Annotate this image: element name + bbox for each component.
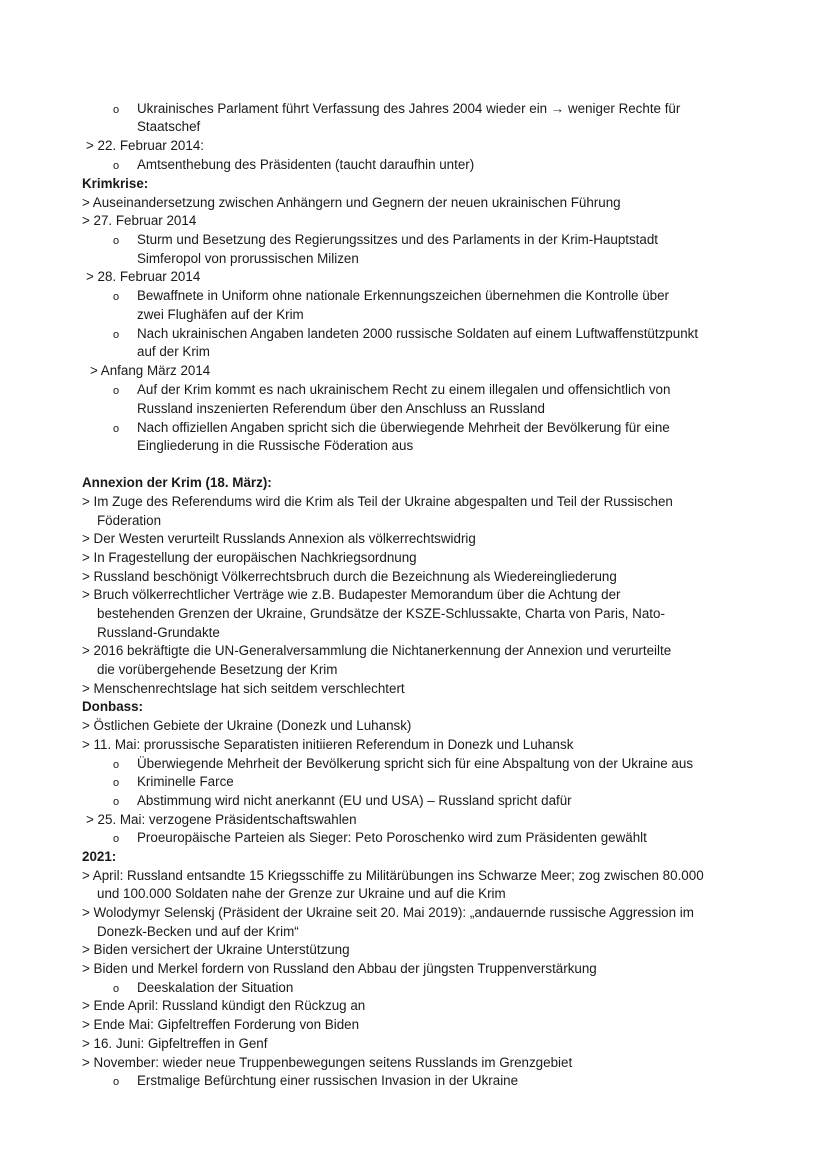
text-line: > Auseinandersetzung zwischen Anhängern und Gegnern der neuen ukrainischen Führung bbox=[82, 195, 621, 210]
text-line: Eingliederung in die Russische Föderation aus bbox=[137, 438, 414, 453]
circle-bullet-icon: o bbox=[113, 104, 120, 116]
text-line: > 22. Februar 2014: bbox=[86, 138, 204, 153]
text-line: > Biden versichert der Ukraine Unterstützung bbox=[82, 942, 350, 957]
text-line: > Wolodymyr Selenskj (Präsident der Ukraine seit 20. Mai 2019): „andauernde russische Aggression im bbox=[82, 905, 694, 920]
text-line: die vorübergehende Besetzung der Krim bbox=[97, 662, 338, 677]
text-line: Russland-Grundakte bbox=[97, 625, 220, 640]
text-line: > April: Russland entsandte 15 Kriegsschiffe zu Militärübungen ins Schwarze Meer; zog zwischen 80.000 bbox=[82, 868, 704, 883]
text-line: Amtsenthebung des Präsidenten (taucht daraufhin unter) bbox=[137, 157, 475, 172]
circle-bullet-icon: o bbox=[113, 423, 120, 435]
text-line: Simferopol von prorussischen Milizen bbox=[137, 251, 359, 266]
text-line: und 100.000 Soldaten nahe der Grenze zur Ukraine und auf die Krim bbox=[97, 886, 506, 901]
text-line: auf der Krim bbox=[137, 344, 210, 359]
text-line: Donezk-Becken und auf der Krim“ bbox=[97, 924, 299, 939]
text-line: > 16. Juni: Gipfeltreffen in Genf bbox=[82, 1036, 268, 1051]
section-heading: Annexion der Krim (18. März): bbox=[82, 475, 272, 490]
circle-bullet-icon: o bbox=[113, 235, 120, 247]
text-line: Überwiegende Mehrheit der Bevölkerung spricht sich für eine Abspaltung von der Ukraine aus bbox=[137, 756, 694, 771]
circle-bullet-icon: o bbox=[113, 291, 120, 303]
text-line: > Ende Mai: Gipfeltreffen Forderung von Biden bbox=[82, 1017, 360, 1032]
circle-bullet-icon: o bbox=[113, 1076, 120, 1088]
text-line: bestehenden Grenzen der Ukraine, Grundsätze der KSZE-Schlussakte, Charta von Paris, Nato- bbox=[97, 606, 665, 621]
text-line: > Ende April: Russland kündigt den Rückzug an bbox=[82, 998, 366, 1013]
text-line: > 27. Februar 2014 bbox=[82, 213, 197, 228]
text-line: Nach offiziellen Angaben spricht sich die überwiegende Mehrheit der Bevölkerung für eine bbox=[137, 420, 670, 435]
text-line: Ukrainisches Parlament führt Verfassung des Jahres 2004 wieder ein → weniger Rechte für bbox=[137, 101, 681, 116]
text-line: Erstmalige Befürchtung einer russischen Invasion in der Ukraine bbox=[137, 1073, 519, 1088]
text-line: Russland inszenierten Referendum über den Anschluss an Russland bbox=[137, 401, 545, 416]
section-heading: 2021: bbox=[82, 849, 117, 864]
circle-bullet-icon: o bbox=[113, 777, 120, 789]
text-line: > Im Zuge des Referendums wird die Krim als Teil der Ukraine abgespalten und Teil der Russischen bbox=[82, 494, 673, 509]
text-line: > Biden und Merkel fordern von Russland den Abbau der jüngsten Truppenverstärkung bbox=[82, 961, 597, 976]
text-line: zwei Flughäfen auf der Krim bbox=[137, 307, 304, 322]
text-line: > Anfang März 2014 bbox=[90, 363, 211, 378]
text-line: > Menschenrechtslage hat sich seitdem verschlechtert bbox=[82, 681, 405, 696]
text-line: Abstimmung wird nicht anerkannt (EU und USA) – Russland spricht dafür bbox=[137, 793, 572, 808]
text-line: > November: wieder neue Truppenbewegungen seitens Russlands im Grenzgebiet bbox=[82, 1055, 573, 1070]
circle-bullet-icon: o bbox=[113, 833, 120, 845]
circle-bullet-icon: o bbox=[113, 329, 120, 341]
circle-bullet-icon: o bbox=[113, 983, 120, 995]
text-line: Auf der Krim kommt es nach ukrainischem Recht zu einem illegalen und offensichtlich von bbox=[137, 382, 671, 397]
text-line: > 28. Februar 2014 bbox=[86, 269, 201, 284]
text-line: Sturm und Besetzung des Regierungssitzes und des Parlaments in der Krim-Hauptstadt bbox=[137, 232, 659, 247]
text-line: > Bruch völkerrechtlicher Verträge wie z.B. Budapester Memorandum über die Achtung der bbox=[82, 587, 621, 602]
circle-bullet-icon: o bbox=[113, 160, 120, 172]
text-line: > 2016 bekräftigte die UN-Generalversammlung die Nichtanerkennung der Annexion und verurteilte bbox=[82, 643, 672, 658]
section-heading: Donbass: bbox=[82, 699, 144, 714]
section-heading: Krimkrise: bbox=[82, 176, 149, 191]
circle-bullet-icon: o bbox=[113, 796, 120, 808]
text-line: > 25. Mai: verzogene Präsidentschaftswahlen bbox=[86, 812, 357, 827]
text-line: > Russland beschönigt Völkerrechtsbruch durch die Bezeichnung als Wiedereingliederung bbox=[82, 569, 617, 584]
text-line: Föderation bbox=[97, 513, 162, 528]
text-line: Proeuropäische Parteien als Sieger: Peto Poroschenko wird zum Präsidenten gewählt bbox=[137, 830, 647, 845]
text-line: Staatschef bbox=[137, 119, 201, 134]
circle-bullet-icon: o bbox=[113, 759, 120, 771]
text-line: > 11. Mai: prorussische Separatisten initiieren Referendum in Donezk und Luhansk bbox=[82, 737, 574, 752]
text-line: Deeskalation der Situation bbox=[137, 980, 294, 995]
circle-bullet-icon: o bbox=[113, 385, 120, 397]
text-line: > In Fragestellung der europäischen Nachkriegsordnung bbox=[82, 550, 417, 565]
text-line: Nach ukrainischen Angaben landeten 2000 russische Soldaten auf einem Luftwaffenstützpunkt bbox=[137, 326, 699, 341]
text-line: > Östlichen Gebiete der Ukraine (Donezk und Luhansk) bbox=[82, 718, 412, 733]
text-line: Kriminelle Farce bbox=[137, 774, 234, 789]
text-line: > Der Westen verurteilt Russlands Annexion als völkerrechtswidrig bbox=[82, 531, 476, 546]
text-line: Bewaffnete in Uniform ohne nationale Erkennungszeichen übernehmen die Kontrolle über bbox=[137, 288, 670, 303]
